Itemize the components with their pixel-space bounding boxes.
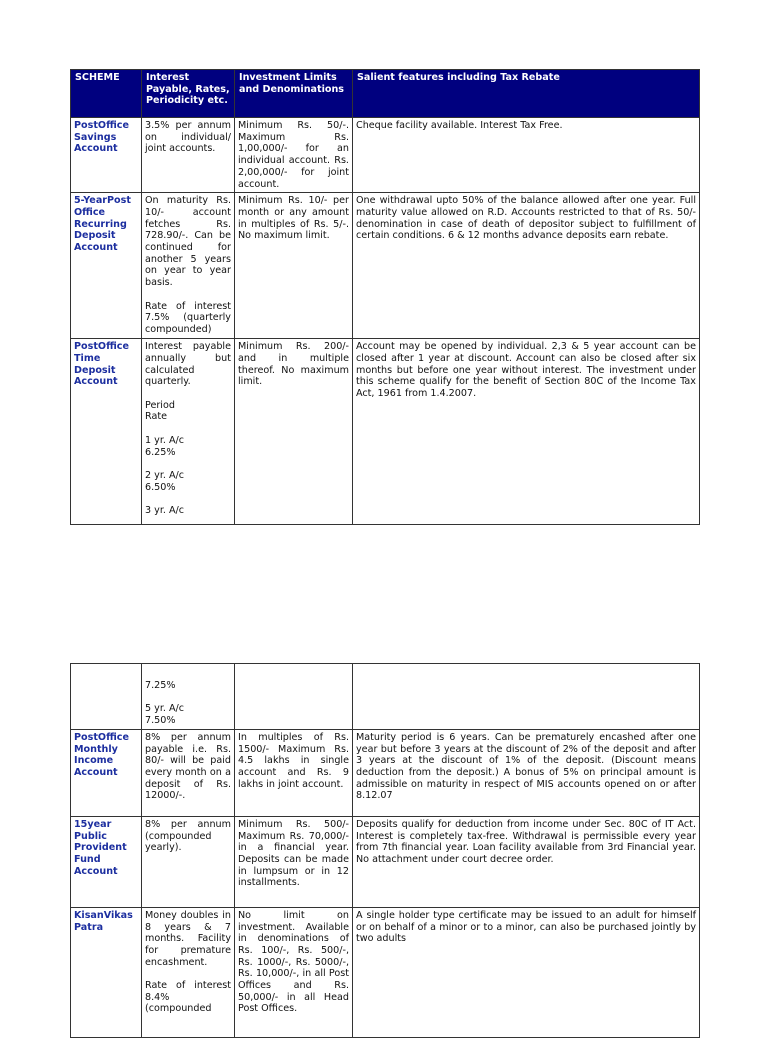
interest-cell: On maturity Rs. 10/- account fetches Rs. 728.90/-. Can be continued for another 5 years on year to year basis. Rate of interest 7.5% (quarterly compounded) — [142, 193, 235, 339]
header-investment: Investment Limits and Denominations — [235, 70, 353, 118]
scheme-name: 5-YearPost Office Recurring Deposit Account — [71, 193, 142, 339]
features-cell: Cheque facility available. Interest Tax Free. — [353, 118, 700, 193]
interest-cell: 3.5% per annum on individual/ joint accounts. — [142, 118, 235, 193]
investment-cell: Minimum Rs. 200/- and in multiple thereof. No maximum limit. — [235, 339, 353, 525]
interest-cell: 8% per annum (compounded yearly). — [142, 816, 235, 907]
table-row — [71, 816, 700, 907]
table-row — [71, 118, 700, 193]
table-row — [71, 664, 700, 730]
investment-cell — [235, 664, 353, 730]
investment-cell: Minimum Rs. 50/-. Maximum Rs. 1,00,000/- for an individual account. Rs. 2,00,000/- for joint account. — [235, 118, 353, 193]
table-row — [71, 193, 700, 339]
features-cell: A single holder type certificate may be issued to an adult for himself or on behalf of a minor or to a minor, can also be purchased jointly by two adults — [353, 907, 700, 1037]
scheme-name: PostOffice Time Deposit Account — [71, 339, 142, 525]
scheme-name: 15year Public Provident Fund Account — [71, 816, 142, 907]
features-cell: One withdrawal upto 50% of the balance allowed after one year. Full maturity value allowed on R.D. Accounts restricted to that of Rs. 50/- denomination in case of death of depositor subject to fulfillment of certain conditions. 6 & 12 months advance deposits earn rebate. — [353, 193, 700, 339]
interest-cell: Money doubles in 8 years & 7 months. Facility for premature encashment. Rate of interest 8.4% (compounded — [142, 907, 235, 1037]
features-cell: Account may be opened by individual. 2,3 & 5 year account can be closed after 1 year at discount. Account can also be closed after six months but before one year without interest. The investment under this scheme qualify for the benefit of Section 80C of the Income Tax Act, 1961 from 1.4.2007. — [353, 339, 700, 525]
features-cell — [353, 664, 700, 730]
header-interest: Interest Payable, Rates, Periodicity etc. — [142, 70, 235, 118]
header-features: Salient features including Tax Rebate — [353, 70, 700, 118]
scheme-name — [71, 664, 142, 730]
schemes-table-page-1 — [70, 69, 700, 525]
features-cell: Deposits qualify for deduction from income under Sec. 80C of IT Act. Interest is completely tax-free. Withdrawal is permissible every year from 7th financial year. Loan facility available from 3rd Financial year. No attachment under court decree order. — [353, 816, 700, 907]
features-cell: Maturity period is 6 years. Can be prematurely encashed after one year but before 3 years at the discount of 2% of the deposit and after 3 years at the discount of 1% of the deposit. (Discount means deduction from the deposit.) A bonus of 5% on principal amount is admissible on maturity in respect of MIS accounts opened on or after 8.12.07 — [353, 729, 700, 816]
scheme-name: KisanVikas Patra — [71, 907, 142, 1037]
interest-cell: Interest payable annually but calculated quarterly. Period Rate 1 yr. A/c 6.25% 2 yr. A/c 6.50% 3 yr. A/c — [142, 339, 235, 525]
table-row — [71, 339, 700, 525]
schemes-table-page-2 — [70, 663, 700, 1038]
investment-cell: Minimum Rs. 500/- Maximum Rs. 70,000/- in a financial year. Deposits can be made in lumpsum or in 12 installments. — [235, 816, 353, 907]
scheme-name: PostOffice Savings Account — [71, 118, 142, 193]
table-row — [71, 729, 700, 816]
scheme-name: PostOffice Monthly Income Account — [71, 729, 142, 816]
table-row — [71, 907, 700, 1037]
interest-cell: 7.25% 5 yr. A/c 7.50% — [142, 664, 235, 730]
investment-cell: In multiples of Rs. 1500/- Maximum Rs. 4.5 lakhs in single account and Rs. 9 lakhs in joint account. — [235, 729, 353, 816]
header-scheme: SCHEME — [71, 70, 142, 118]
investment-cell: No limit on investment. Available in denominations of Rs. 100/-, Rs. 500/-, Rs. 1000/-, Rs. 5000/-, Rs. 10,000/-, in all Post Offices and Rs. 50,000/- in all Head Post Offices. — [235, 907, 353, 1037]
investment-cell: Minimum Rs. 10/- per month or any amount in multiples of Rs. 5/-. No maximum limit. — [235, 193, 353, 339]
interest-cell: 8% per annum payable i.e. Rs. 80/- will be paid every month on a deposit of Rs. 12000/-. — [142, 729, 235, 816]
table-header-row — [71, 70, 700, 118]
